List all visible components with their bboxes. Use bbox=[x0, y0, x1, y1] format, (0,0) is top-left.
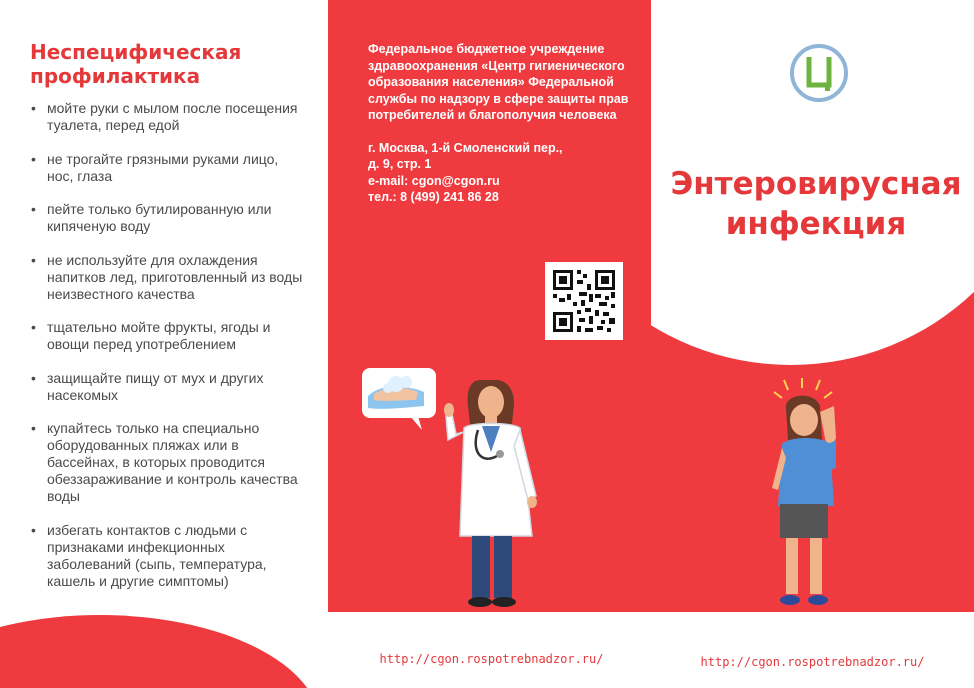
address-line: д. 9, стр. 1 bbox=[368, 157, 432, 171]
phone-line: тел.: 8 (499) 241 86 28 bbox=[368, 190, 499, 204]
bullet-icon: • bbox=[31, 521, 36, 538]
decorative-swoosh bbox=[0, 615, 320, 688]
list-item bbox=[28, 370, 303, 404]
address-line: г. Москва, 1-й Смоленский пер., bbox=[368, 140, 563, 155]
tip-text: купайтесь только на специально оборудованных пляжах или в бассейнах, в которых проводится обеззараживание и контроль качества воды bbox=[47, 420, 298, 504]
doctor-illustration bbox=[440, 376, 550, 608]
bullet-icon: • bbox=[31, 150, 36, 167]
qr-code-icon[interactable] bbox=[545, 262, 623, 340]
bullet-icon: • bbox=[31, 319, 36, 335]
contact-block bbox=[368, 140, 638, 206]
list-item bbox=[28, 420, 303, 505]
cgon-logo-icon bbox=[789, 43, 849, 103]
list-item bbox=[28, 319, 303, 353]
organization-info bbox=[368, 41, 638, 206]
tip-text: пейте только бутилированную или кипяченую воду bbox=[47, 201, 272, 234]
prevention-heading: Неспецифическая профилактика bbox=[30, 40, 242, 88]
tip-text: избегать контактов с людьми с признаками инфекционных заболеваний (сыпь, температура, кашель и другие симптомы) bbox=[47, 521, 267, 589]
bullet-icon: • bbox=[31, 201, 36, 217]
organization-name: Федеральное бюджетное учреждение здравоохранения «Центр гигиенического образования населения» Федеральной службы по надзору в сфере защиты прав потребителей и благополучия человека bbox=[368, 42, 629, 122]
prevention-tips-list bbox=[28, 100, 303, 606]
tip-text: защищайте пищу от мух и других насекомых bbox=[47, 369, 264, 403]
tip-text: не трогайте грязными руками лицо, нос, глаза bbox=[47, 150, 279, 184]
bullet-icon: • bbox=[31, 100, 36, 116]
bullet-icon: • bbox=[31, 251, 36, 268]
bullet-icon: • bbox=[31, 420, 36, 436]
tip-text: мойте руки с мылом после посещения туалета, перед едой bbox=[47, 100, 298, 133]
list-item bbox=[28, 201, 303, 235]
list-item bbox=[28, 100, 303, 134]
list-item bbox=[28, 522, 303, 590]
tip-text: не используйте для охлаждения напитков лед, приготовленный из воды неизвестного качества bbox=[47, 251, 303, 302]
footer-middle bbox=[330, 612, 653, 688]
footer-right bbox=[651, 612, 974, 688]
sick-girl-illustration bbox=[764, 378, 844, 610]
left-panel bbox=[0, 0, 328, 688]
website-link[interactable]: http://cgon.rospotrebnadzor.ru/ bbox=[700, 655, 925, 669]
handwash-bubble-icon bbox=[360, 366, 440, 432]
email-line[interactable]: e-mail: cgon@cgon.ru bbox=[368, 173, 500, 188]
tip-text: тщательно мойте фрукты, ягоды и овощи перед употреблением bbox=[47, 319, 271, 352]
brochure-title: Энтеровирусная инфекция bbox=[670, 166, 962, 242]
list-item bbox=[28, 252, 303, 303]
list-item bbox=[28, 151, 303, 185]
bullet-icon: • bbox=[31, 369, 36, 386]
website-link[interactable]: http://cgon.rospotrebnadzor.ru/ bbox=[379, 652, 604, 666]
